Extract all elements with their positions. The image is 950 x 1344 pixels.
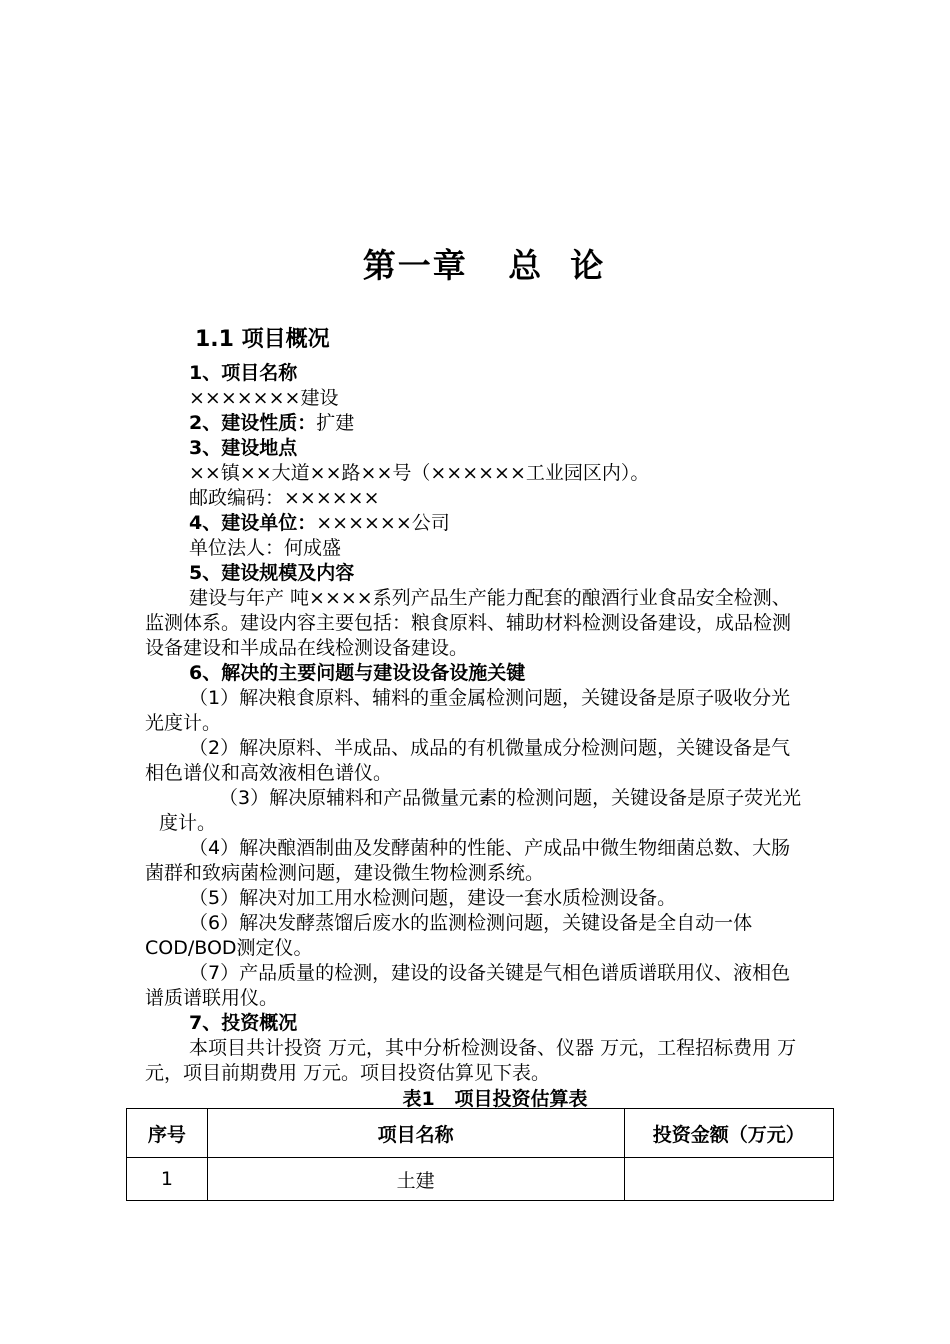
investment-heading: 7、投资概况 <box>189 1012 298 1034</box>
nature-value: 扩建 <box>316 412 355 434</box>
cell-amount <box>624 1158 833 1201</box>
investment-table <box>126 1108 834 1201</box>
header-amount: 投资金额（万元） <box>624 1109 833 1158</box>
problem-item: （6）解决发酵蒸馏后废水的监测检测问题，关键设备是全自动一体COD/BOD测定仪。 <box>145 912 753 959</box>
project-name-heading: 1、项目名称 <box>189 362 298 384</box>
nature-label: 2、建设性质： <box>189 412 317 434</box>
problems-heading: 6、解决的主要问题与建设设备设施关键 <box>189 662 526 684</box>
problem-item: （4）解决酿酒制曲及发酵菌种的性能、产成品中微生物细菌总数、大肠菌群和致病菌检测问题，建设微生物检测系统。 <box>145 837 791 884</box>
problem-item: （3）解决原辅料和产品微量元素的检测问题，关键设备是原子荧光光度计。 <box>159 787 802 834</box>
problem-item: （5）解决对加工用水检测问题，建设一套水质检测设备。 <box>189 887 677 909</box>
table-caption: 表1 项目投资估算表 <box>402 1088 588 1110</box>
header-serial: 序号 <box>127 1109 208 1158</box>
unit-value: ××××××公司 <box>316 512 450 534</box>
section-title: 1.1 项目概况 <box>195 327 330 352</box>
location-heading: 3、建设地点 <box>189 437 298 459</box>
chapter-title: 第一章 总 论 <box>362 246 606 285</box>
unit-label: 4、建设单位： <box>189 512 317 534</box>
scale-text: 建设与年产 吨××××系列产品生产能力配套的酿酒行业食品安全检测、监测体系。建设内容主要包括：粮食原料、辅助材料检测设备建设，成品检测设备建设和半成品在线检测设备建设。 <box>145 587 792 659</box>
table-header-row <box>127 1109 834 1158</box>
table-row <box>127 1158 834 1201</box>
legal-person: 单位法人：何成盛 <box>189 537 342 559</box>
header-item-name: 项目名称 <box>207 1109 624 1158</box>
investment-text: 本项目共计投资 万元，其中分析检测设备、仪器 万元，工程招标费用 万元，项目前期费用 万元。项目投资估算见下表。 <box>145 1037 797 1084</box>
cell-item-name: 土建 <box>207 1158 624 1201</box>
location-value: ××镇××大道××路××号（××××××工业园区内）。 <box>189 462 650 484</box>
problem-item: （7）产品质量的检测，建设的设备关键是气相色谱质谱联用仪、液相色谱质谱联用仪。 <box>145 962 791 1009</box>
cell-serial: 1 <box>127 1158 208 1201</box>
problem-item: （1）解决粮食原料、辅料的重金属检测问题，关键设备是原子吸收分光光度计。 <box>145 687 791 734</box>
construction-unit <box>145 511 807 536</box>
postcode: 邮政编码：×××××× <box>189 487 380 509</box>
scale-heading: 5、建设规模及内容 <box>189 562 355 584</box>
document-body <box>145 361 807 1086</box>
project-name-value: ×××××××建设 <box>189 387 339 409</box>
construction-nature <box>145 411 807 436</box>
problem-item: （2）解决原料、半成品、成品的有机微量成分检测问题，关键设备是气相色谱仪和高效液相色谱仪。 <box>145 737 791 784</box>
